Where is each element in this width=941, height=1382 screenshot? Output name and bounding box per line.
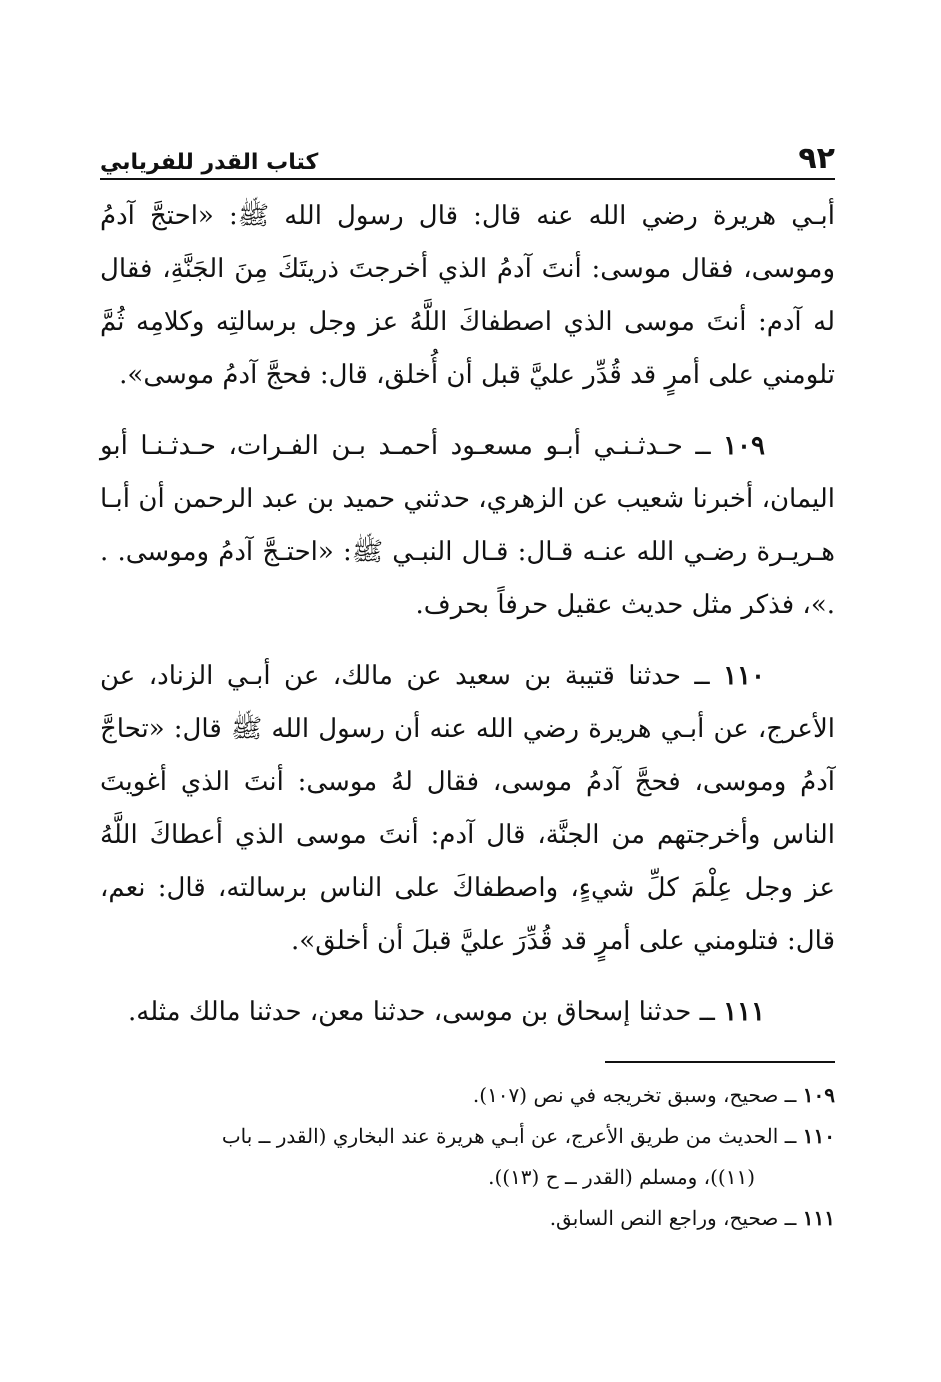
footnote-111	[100, 1198, 835, 1239]
hadith-109	[100, 420, 835, 632]
hadith-text: ــ حدثنا إسحاق بن موسى، حدثنا معن، حدثنا مالك مثله.	[128, 997, 724, 1027]
paragraph-continuation	[100, 190, 835, 402]
paragraph-text: أبـي هريرة رضي الله عنه قال: قال رسول الله ﷺ: «احتجَّ آدمُ وموسى، فقال موسى: أنتَ آدمُ الذي أخرجتَ ذريتَكَ مِنَ الجَنَّةِ، فقال له آدم: أنتَ موسى الذي اصطفاكَ اللَّهُ عز وجل برسالتِه وكلامِه ثُمَّ تلومني على أمرٍ قد قُدِّر عليَّ قبل أن أُخلق، قال: فحجَّ آدمُ موسى».	[100, 201, 835, 390]
hadith-text: ــ حدثنا قتيبة بن سعيد عن مالك، عن أبـي الزناد، عن الأعرج، عن أبـي هريرة رضي الله عنه أن رسول الله ﷺ قال: «تحاجَّ آدمُ وموسى، فحجَّ آدمُ موسى، فقال لهُ موسى: أنتَ الذي أغويتَ الناس وأخرجتهم من الجنَّة، قال آدم: أنتَ موسى الذي أعطاكَ اللَّهُ عز وجل عِلْمَ كلِّ شيءٍ، واصطفاكَ على الناس برسالته، قال: نعم، قال: فتلومني على أمرٍ قد قُدِّرَ عليَّ قبلَ أن أخلق».	[100, 661, 835, 956]
hadith-number: ١١٠	[723, 661, 765, 691]
footnote-text: ــ صحيح، وراجع النص السابق.	[549, 1206, 803, 1230]
footnote-110	[100, 1116, 835, 1157]
footnote-text: ــ صحيح، وسبق تخريجه في نص (١٠٧).	[472, 1083, 803, 1107]
footnote-number: ١١١	[802, 1206, 835, 1230]
footnote-text: (١١))، ومسلم (القدر ــ ح (١٣)).	[488, 1165, 755, 1189]
hadith-text: ــ حـدثـنـي أبـو مسعـود أحمـد بـن الفـرات، حـدثـنـا أبو اليمان، أخبرنا شعيب عن الزهري، حدثني حميد بن عبد الرحمن أن أبـا هـريـرة رضـي الله عنـه قـال: قـال النبـي ﷺ: «احتـجَّ آدمُ وموسى. . .»، فذكر مثل حديث عقيل حرفاً بحرف.	[100, 431, 836, 620]
hadith-110	[100, 650, 835, 968]
book-page	[100, 130, 835, 1239]
main-text	[100, 190, 835, 1039]
hadith-number: ١٠٩	[723, 431, 765, 461]
footnote-110-continuation	[100, 1157, 755, 1198]
hadith-111	[100, 986, 835, 1039]
book-title: كتاب القدر للفريابي	[100, 150, 319, 175]
footnote-number: ١٠٩	[802, 1083, 835, 1107]
running-header	[100, 130, 835, 180]
footnote-number: ١١٠	[802, 1124, 835, 1148]
footnote-divider	[605, 1061, 835, 1063]
hadith-number: ١١١	[723, 997, 765, 1027]
page-number: ٩٢	[798, 141, 835, 176]
footnote-109	[100, 1075, 835, 1116]
footnotes	[100, 1075, 835, 1239]
footnote-text: ــ الحديث من طريق الأعرج، عن أبـي هريرة عند البخاري (القدر ــ باب	[221, 1124, 803, 1148]
